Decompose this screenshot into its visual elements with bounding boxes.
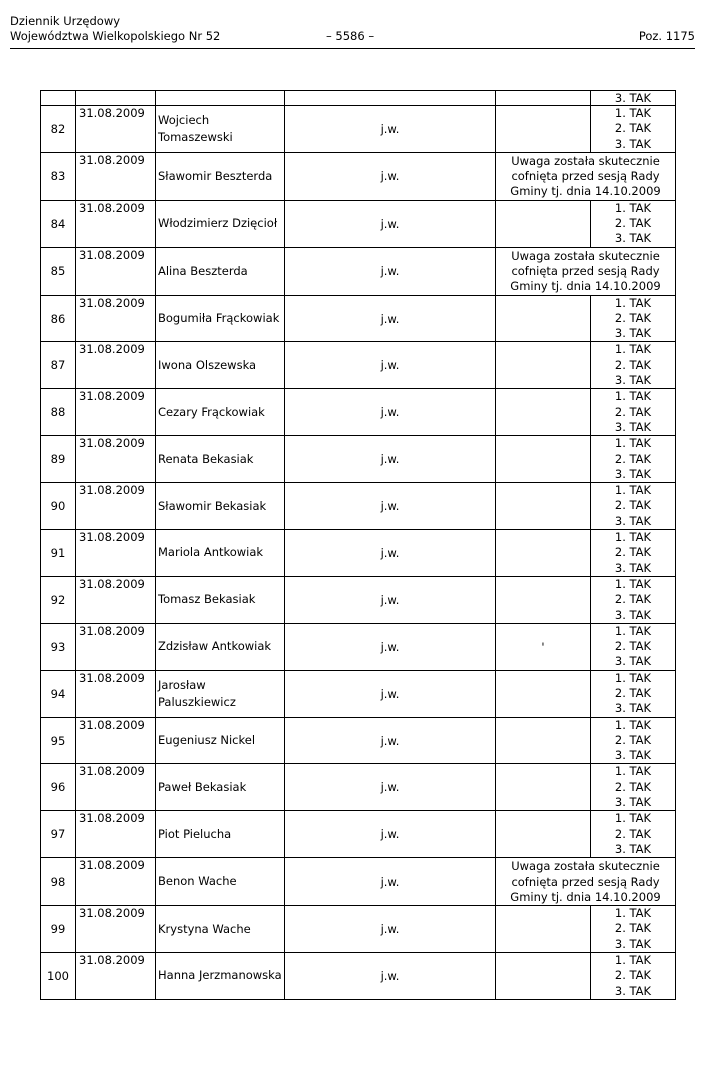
cell-answers <box>591 342 676 389</box>
cell-withdrawal-note <box>496 858 676 906</box>
cell-num: 87 <box>41 342 76 389</box>
cell-num: 99 <box>41 906 76 953</box>
answer-line: 2. TAK <box>614 685 652 700</box>
answer-line: 3. TAK <box>614 701 652 716</box>
table-row <box>41 530 676 577</box>
cell-note <box>496 200 591 247</box>
answer-line: 3. TAK <box>614 795 652 810</box>
cell-note <box>496 295 591 342</box>
withdrawal-note-line: cofnięta przed sesją Rady <box>511 263 660 278</box>
table-row <box>41 200 676 247</box>
cell-answers <box>591 530 676 577</box>
cell-answers <box>591 811 676 858</box>
answer-line: 2. TAK <box>614 404 652 419</box>
answer-line: 2. TAK <box>614 968 652 983</box>
cell-num: 94 <box>41 670 76 717</box>
cell-note <box>496 576 591 623</box>
answer-line: 1. TAK <box>614 811 652 826</box>
cell-num <box>41 91 76 106</box>
answer-line: 2. TAK <box>614 357 652 372</box>
answer-line: 3. TAK <box>614 231 652 246</box>
cell-desc: j.w. <box>285 623 496 670</box>
table-row <box>41 389 676 436</box>
cell-name: Jarosław Paluszkiewicz <box>156 670 285 717</box>
answer-line: 2. TAK <box>614 498 652 513</box>
cell-name: Zdzisław Antkowiak <box>156 623 285 670</box>
table-row <box>41 247 676 295</box>
cell-name: Sławomir Bekasiak <box>156 483 285 530</box>
table-row <box>41 342 676 389</box>
cell-date: 31.08.2009 <box>76 623 156 670</box>
cell-num: 98 <box>41 858 76 906</box>
answer-line: 2. TAK <box>614 826 652 841</box>
cell-desc: j.w. <box>285 858 496 906</box>
cell-num: 85 <box>41 247 76 295</box>
cell-name: Hanna Jerzmanowska <box>156 953 285 1000</box>
cell-name: Wojciech Tomaszewski <box>156 106 285 153</box>
cell-note <box>496 764 591 811</box>
cell-answers <box>591 295 676 342</box>
cell-desc: j.w. <box>285 953 496 1000</box>
answer-line: 1. TAK <box>614 106 652 120</box>
answer-line: 2. TAK <box>614 592 652 607</box>
answer-line: 2. TAK <box>614 451 652 466</box>
answer-line: 1. TAK <box>614 906 652 921</box>
journal-subtitle: Województwa Wielkopolskiego Nr 52 <box>10 29 221 43</box>
cell-num: 84 <box>41 200 76 247</box>
cell-desc: j.w. <box>285 247 496 295</box>
cell-date: 31.08.2009 <box>76 200 156 247</box>
cell-desc: j.w. <box>285 342 496 389</box>
cell-answer: 3. TAK <box>591 91 676 106</box>
cell-date: 31.08.2009 <box>76 152 156 200</box>
table-row <box>41 906 676 953</box>
cell-desc <box>285 91 496 106</box>
answer-line: 1. TAK <box>614 717 652 732</box>
cell-name: Cezary Frąckowiak <box>156 389 285 436</box>
answer-line: 3. TAK <box>614 373 652 388</box>
cell-name: Renata Bekasiak <box>156 436 285 483</box>
cell-name: Eugeniusz Nickel <box>156 717 285 764</box>
table-row <box>41 670 676 717</box>
cell-note <box>496 436 591 483</box>
table-row <box>41 764 676 811</box>
cell-name: Bogumiła Frąckowiak <box>156 295 285 342</box>
withdrawal-note-line: Gminy tj. dnia 14.10.2009 <box>510 889 661 904</box>
table-row <box>41 953 676 1000</box>
cell-num: 86 <box>41 295 76 342</box>
withdrawal-note-line: Gminy tj. dnia 14.10.2009 <box>510 184 661 199</box>
cell-date <box>76 91 156 106</box>
table-row <box>41 295 676 342</box>
cell-name: Benon Wache <box>156 858 285 906</box>
cell-desc: j.w. <box>285 106 496 153</box>
cell-answers <box>591 717 676 764</box>
cell-name: Paweł Bekasiak <box>156 764 285 811</box>
answer-line: 3. TAK <box>614 513 652 528</box>
withdrawal-note-line: cofnięta przed sesją Rady <box>511 169 660 184</box>
cell-note <box>496 811 591 858</box>
cell-name: Iwona Olszewska <box>156 342 285 389</box>
answer-line: 2. TAK <box>614 921 652 936</box>
cell-num: 93 <box>41 623 76 670</box>
cell-name: Włodzimierz Dzięcioł <box>156 200 285 247</box>
cell-withdrawal-note <box>496 247 676 295</box>
cell-answers <box>591 670 676 717</box>
cell-desc: j.w. <box>285 295 496 342</box>
cell-num: 95 <box>41 717 76 764</box>
cell-note <box>496 670 591 717</box>
answer-line: 3. TAK <box>614 936 652 951</box>
withdrawal-note-line: Gminy tj. dnia 14.10.2009 <box>510 279 661 294</box>
answer-line: 1. TAK <box>614 576 652 591</box>
cell-desc: j.w. <box>285 717 496 764</box>
table-row <box>41 811 676 858</box>
cell-num: 82 <box>41 106 76 153</box>
cell-desc: j.w. <box>285 576 496 623</box>
cell-desc: j.w. <box>285 200 496 247</box>
cell-date: 31.08.2009 <box>76 953 156 1000</box>
withdrawal-note-line: Uwaga została skutecznie <box>511 248 660 263</box>
cell-answers <box>591 623 676 670</box>
cell-date: 31.08.2009 <box>76 436 156 483</box>
cell-date: 31.08.2009 <box>76 906 156 953</box>
answer-line: 1. TAK <box>614 623 652 638</box>
answer-line: 3. TAK <box>614 326 652 341</box>
table-row-continued <box>41 91 676 106</box>
cell-desc: j.w. <box>285 483 496 530</box>
cell-desc: j.w. <box>285 670 496 717</box>
answer-line: 2. TAK <box>614 121 652 136</box>
cell-name: Tomasz Bekasiak <box>156 576 285 623</box>
cell-desc: j.w. <box>285 389 496 436</box>
answer-line: 3. TAK <box>614 560 652 575</box>
cell-desc: j.w. <box>285 764 496 811</box>
cell-num: 89 <box>41 436 76 483</box>
cell-note <box>496 91 591 106</box>
cell-desc: j.w. <box>285 906 496 953</box>
answer-line: 3. TAK <box>614 748 652 763</box>
answer-line: 2. TAK <box>614 216 652 231</box>
table-row <box>41 483 676 530</box>
cell-note <box>496 106 591 153</box>
table-row <box>41 717 676 764</box>
position-number: Poz. 1175 <box>638 29 695 43</box>
cell-num: 83 <box>41 152 76 200</box>
answer-line: 3. TAK <box>614 419 652 434</box>
answer-line: 2. TAK <box>614 639 652 654</box>
answer-line: 1. TAK <box>614 953 652 968</box>
cell-date: 31.08.2009 <box>76 530 156 577</box>
cell-answers <box>591 953 676 1000</box>
cell-num: 92 <box>41 576 76 623</box>
cell-desc: j.w. <box>285 811 496 858</box>
cell-answers <box>591 436 676 483</box>
answer-line: 1. TAK <box>614 436 652 451</box>
cell-name: Alina Beszterda <box>156 247 285 295</box>
cell-name <box>156 91 285 106</box>
cell-date: 31.08.2009 <box>76 811 156 858</box>
answer-line: 2. TAK <box>614 732 652 747</box>
cell-date: 31.08.2009 <box>76 764 156 811</box>
cell-num: 90 <box>41 483 76 530</box>
table-row <box>41 152 676 200</box>
cell-date: 31.08.2009 <box>76 858 156 906</box>
cell-answers <box>591 200 676 247</box>
table-row <box>41 576 676 623</box>
cell-note <box>496 342 591 389</box>
answer-line: 1. TAK <box>614 389 652 404</box>
answer-line: 1. TAK <box>614 200 652 215</box>
cell-note <box>496 530 591 577</box>
answer-line: 2. TAK <box>614 779 652 794</box>
cell-date: 31.08.2009 <box>76 342 156 389</box>
answer-line: 3. TAK <box>614 983 652 998</box>
answer-line: 3. TAK <box>614 841 652 856</box>
cell-desc: j.w. <box>285 530 496 577</box>
cell-answers <box>591 389 676 436</box>
journal-title: Dziennik Urzędowy <box>10 14 121 28</box>
cell-name: Krystyna Wache <box>156 906 285 953</box>
answer-line: 2. TAK <box>614 545 652 560</box>
cell-answers <box>591 906 676 953</box>
cell-date: 31.08.2009 <box>76 717 156 764</box>
table-row <box>41 436 676 483</box>
cell-answers <box>591 576 676 623</box>
cell-date: 31.08.2009 <box>76 576 156 623</box>
cell-desc: j.w. <box>285 436 496 483</box>
cell-answers <box>591 764 676 811</box>
cell-withdrawal-note <box>496 152 676 200</box>
cell-num: 91 <box>41 530 76 577</box>
cell-note <box>496 953 591 1000</box>
table-row <box>41 106 676 153</box>
cell-answers <box>591 483 676 530</box>
answer-line: 3. TAK <box>614 466 652 481</box>
withdrawal-note-line: cofnięta przed sesją Rady <box>511 874 660 889</box>
answer-line: 1. TAK <box>614 764 652 779</box>
answer-line: 3. TAK <box>614 136 652 151</box>
answer-line: 1. TAK <box>614 295 652 310</box>
answer-line: 3. TAK <box>614 607 652 622</box>
cell-date: 31.08.2009 <box>76 483 156 530</box>
answer-line: 1. TAK <box>614 483 652 498</box>
cell-num: 96 <box>41 764 76 811</box>
answer-line: 1. TAK <box>614 670 652 685</box>
withdrawal-note-line: Uwaga została skutecznie <box>511 859 660 874</box>
cell-note <box>496 483 591 530</box>
remarks-table <box>40 90 676 1000</box>
cell-name: Piot Pielucha <box>156 811 285 858</box>
page-header <box>10 14 695 49</box>
cell-name: Mariola Antkowiak <box>156 530 285 577</box>
cell-num: 88 <box>41 389 76 436</box>
cell-desc: j.w. <box>285 152 496 200</box>
cell-date: 31.08.2009 <box>76 247 156 295</box>
table-row <box>41 623 676 670</box>
answer-line: 2. TAK <box>614 310 652 325</box>
cell-note <box>496 717 591 764</box>
cell-date: 31.08.2009 <box>76 106 156 153</box>
table-row <box>41 858 676 906</box>
cell-name: Sławomir Beszterda <box>156 152 285 200</box>
cell-date: 31.08.2009 <box>76 389 156 436</box>
cell-note: ' <box>496 623 591 670</box>
cell-date: 31.08.2009 <box>76 670 156 717</box>
cell-note <box>496 389 591 436</box>
withdrawal-note-line: Uwaga została skutecznie <box>511 153 660 168</box>
answer-line: 1. TAK <box>614 530 652 545</box>
answer-line: 3. TAK <box>614 654 652 669</box>
cell-num: 100 <box>41 953 76 1000</box>
answer-line: 1. TAK <box>614 342 652 357</box>
cell-note <box>496 906 591 953</box>
page-number: – 5586 – <box>326 29 375 43</box>
cell-answers <box>591 106 676 153</box>
cell-num: 97 <box>41 811 76 858</box>
cell-date: 31.08.2009 <box>76 295 156 342</box>
